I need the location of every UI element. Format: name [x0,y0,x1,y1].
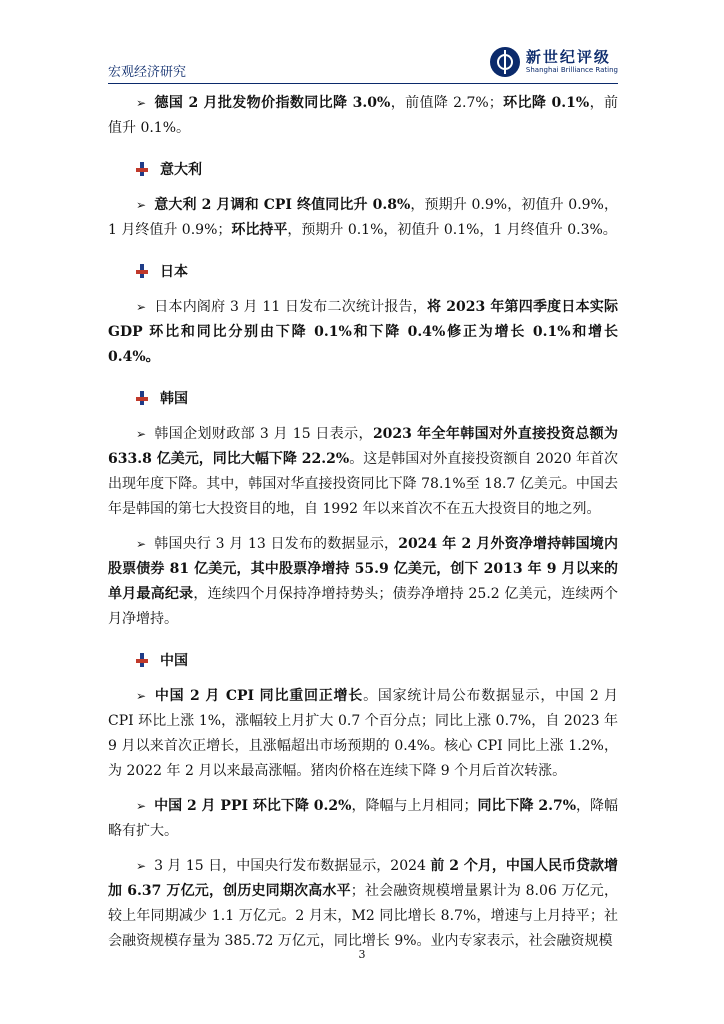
arrow-bullet-icon: ➢ [136,427,147,441]
section-title: 中国 [160,653,188,669]
section-marker-icon [136,391,150,405]
page-header [108,42,618,84]
arrow-bullet-icon: ➢ [136,689,147,703]
section-japan [136,257,618,285]
paragraph-italy-cpi: ➢ 意大利 2 月调和 CPI 终值同比升 0.8%，预期升 0.9%，初值升 0.9%，1 月终值升 0.9%；环比持平，预期升 0.1%，初值升 0.1%，1 月终值升 0.3%。 [108,197,618,238]
section-marker-icon [136,653,150,667]
arrow-bullet-icon: ➢ [136,537,147,551]
section-marker-icon [136,264,150,278]
header-title: 宏观经济研究 [108,65,187,80]
page-number: 3 [358,948,366,961]
section-title: 意大利 [160,162,202,178]
paragraph-china-credit: ➢ 3 月 15 日，中国央行发布数据显示，2024 前 2 个月，中国人民币贷款增加 6.37 万亿元，创历史同期次高水平；社会融资规模增量累计为 8.06 万亿元，较上年同期减少 1.1 万亿元。2 月末，M2 同比增长 8.7%，增速与上月持平；社会融资规模存量为 385.72 万亿元，同比增长 9%。业内专家表示，社会融资规模 [108,858,618,949]
paragraph-japan-gdp: ➢ 日本内阁府 3 月 11 日发布二次统计报告，将 2023 年第四季度日本实际 GDP 环比和同比分别由下降 0.1%和下降 0.4%修正为增长 0.1%和增长 0.4%。 [108,299,618,365]
logo-emblem-icon [490,47,520,77]
section-title: 日本 [160,264,188,280]
logo [490,44,618,80]
section-korea [136,384,618,412]
arrow-bullet-icon: ➢ [136,859,147,873]
logo-english-name: Shanghai Brilliance Rating [525,66,618,74]
paragraph-korea-foreign-inflow: ➢ 韩国央行 3 月 13 日发布的数据显示，2024 年 2 月外资净增持韩国境内股票债券 81 亿美元，其中股票净增持 55.9 亿美元，创下 2013 年 9 月以来的单月最高纪录，连续四个月保持净增持势头；债券净增持 25.2 亿美元，连续两个月净增持。 [108,536,619,627]
document-body [108,91,618,954]
arrow-bullet-icon: ➢ [136,198,147,212]
paragraph-china-ppi: ➢ 中国 2 月 PPI 环比下降 0.2%，降幅与上月相同；同比下降 2.7%，降幅略有扩大。 [108,798,619,839]
section-china [136,646,618,674]
section-italy [136,155,618,183]
arrow-bullet-icon: ➢ [136,96,147,110]
paragraph-germany-wholesale: ➢ 德国 2 月批发物价指数同比降 3.0%，前值降 2.7%；环比降 0.1%，前值升 0.1%。 [108,95,618,136]
arrow-bullet-icon: ➢ [136,300,147,314]
logo-chinese-name: 新世纪评级 [525,48,611,66]
section-marker-icon [136,162,150,176]
section-title: 韩国 [160,391,188,407]
paragraph-korea-odi: ➢ 韩国企划财政部 3 月 15 日表示，2023 年全年韩国对外直接投资总额为 633.8 亿美元，同比大幅下降 22.2%。这是韩国对外直接投资额自 2020 年首次出现年度下降。其中，韩国对华直接投资同比下降 78.1%至 18.7 亿美元。中国去年是韩国的第七大投资目的地，自 1992 年以来首次不在五大投资目的地之列。 [108,426,618,517]
header-divider [108,83,618,84]
arrow-bullet-icon: ➢ [136,799,147,813]
paragraph-china-cpi: ➢ 中国 2 月 CPI 同比重回正增长。国家统计局公布数据显示，中国 2 月 CPI 环比上涨 1%，涨幅较上月扩大 0.7 个百分点；同比上涨 0.7%，自 2023 年 9 月以来首次正增长，且涨幅超出市场预期的 0.4%。核心 CPI 同比上涨 1.2%，为 2022 年 2 月以来最高涨幅。猪肉价格在连续下降 9 个月后首次转涨。 [108,688,618,779]
